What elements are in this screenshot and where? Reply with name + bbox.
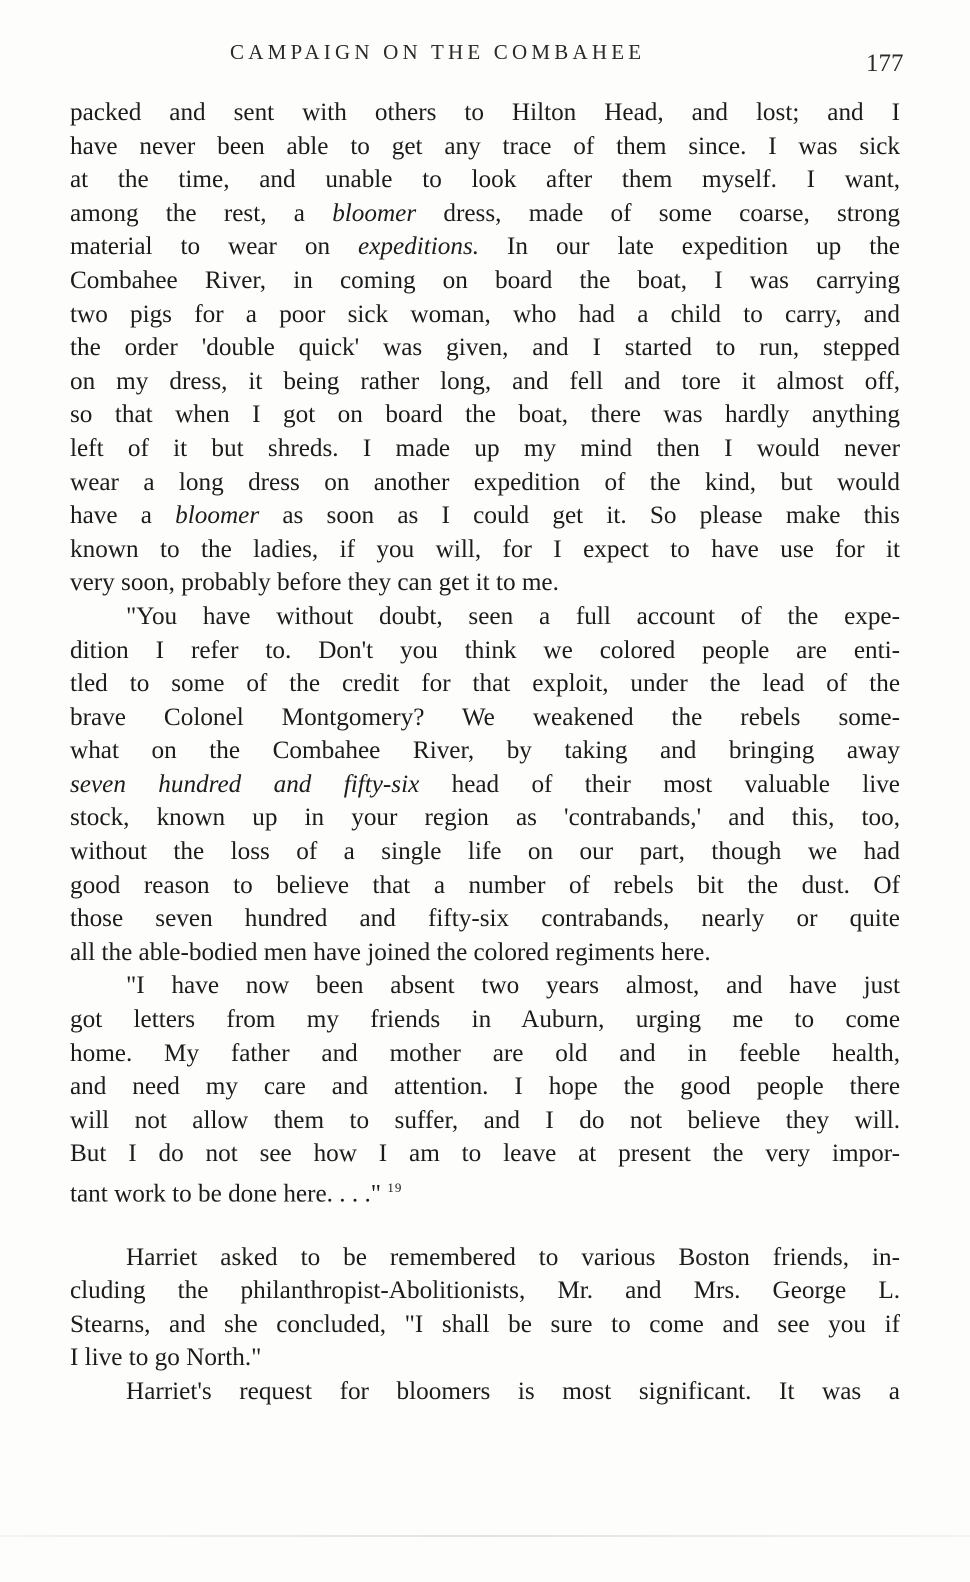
text-line: material to wear on expeditions. In our late expedition up the [70, 233, 900, 261]
text-line: seven hundred and fifty-six head of their most valuable live [70, 770, 900, 798]
footnote-reference: 19 [387, 1180, 403, 1195]
text-line: stock, known up in your region as 'contrabands,' and this, too, [70, 804, 900, 832]
text-line: without the loss of a single life on our part, though we had [70, 838, 900, 866]
text-line: cluding the philanthropist-Abolitionists, Mr. and Mrs. George L. [70, 1277, 900, 1305]
text-line: I live to go North." [70, 1344, 262, 1372]
text-line: tled to some of the credit for that exploit, under the lead of the [70, 670, 900, 698]
text-line: the order 'double quick' was given, and I started to run, stepped [70, 334, 900, 362]
text-line: packed and sent with others to Hilton Head, and lost; and I [70, 99, 900, 126]
running-title: CAMPAIGN ON THE COMBAHEE [230, 40, 646, 64]
text-line: two pigs for a poor sick woman, who had a child to carry, and [70, 300, 900, 328]
text-line: got letters from my friends in Auburn, urging me to come [70, 1006, 900, 1034]
text-line: have a bloomer as soon as I could get it. So please make this [70, 502, 900, 530]
text-line: dition I refer to. Don't you think we colored people are enti- [70, 636, 900, 664]
paragraph-gap [70, 1205, 900, 1241]
page-number: 177 [866, 50, 904, 77]
text-line: tant work to be done here. . . ." $^{19}$ [70, 1180, 403, 1208]
text-line: good reason to believe that a number of rebels bit the dust. Of [70, 871, 900, 899]
text-line: what on the Combahee River, by taking and bringing away [70, 737, 900, 765]
text-line: and need my care and attention. I hope the good people there [70, 1073, 900, 1101]
text-line: "You have without doubt, seen a full account of the expe- [126, 602, 900, 630]
text-line: left of it but shreds. I made up my mind then I would never [70, 434, 900, 462]
text-line: at the time, and unable to look after them myself. I want, [70, 166, 900, 194]
text-line: all the able-bodied men have joined the colored regiments here. [70, 938, 711, 966]
text-line: Stearns, and she concluded, "I shall be sure to come and see you if [70, 1310, 900, 1338]
text-line: on my dress, it being rather long, and fell and tore it almost off, [70, 367, 900, 395]
text-line: will not allow them to suffer, and I do not believe they will. [70, 1106, 900, 1134]
text-line: home. My father and mother are old and in feeble health, [70, 1039, 900, 1067]
text-line: "I have now been absent two years almost, and have just [126, 972, 900, 1000]
text-line: brave Colonel Montgomery? We weakened the rebels some- [70, 703, 900, 731]
text-line: those seven hundred and fifty-six contrabands, nearly or quite [70, 905, 900, 933]
text-line: so that when I got on board the boat, there was hardly anything [70, 401, 900, 429]
text-line: Harriet's request for bloomers is most significant. It was a [126, 1377, 900, 1405]
text-line: very soon, probably before they can get it to me. [70, 569, 559, 597]
text-line: Combahee River, in coming on board the boat, I was carrying [70, 266, 900, 294]
text-line: But I do not see how I am to leave at present the very impor- [70, 1140, 900, 1168]
text-line: Harriet asked to be remembered to various Boston friends, in- [126, 1243, 900, 1271]
text-line: have never been able to get any trace of them since. I was sick [70, 132, 900, 160]
body-text [70, 96, 900, 1409]
scan-edge-shadow [0, 1535, 970, 1537]
text-line: among the rest, a bloomer dress, made of some coarse, strong [70, 199, 901, 227]
text-line: wear a long dress on another expedition of the kind, but would [70, 468, 900, 496]
text-line: known to the ladies, if you will, for I expect to have use for it [70, 535, 900, 563]
